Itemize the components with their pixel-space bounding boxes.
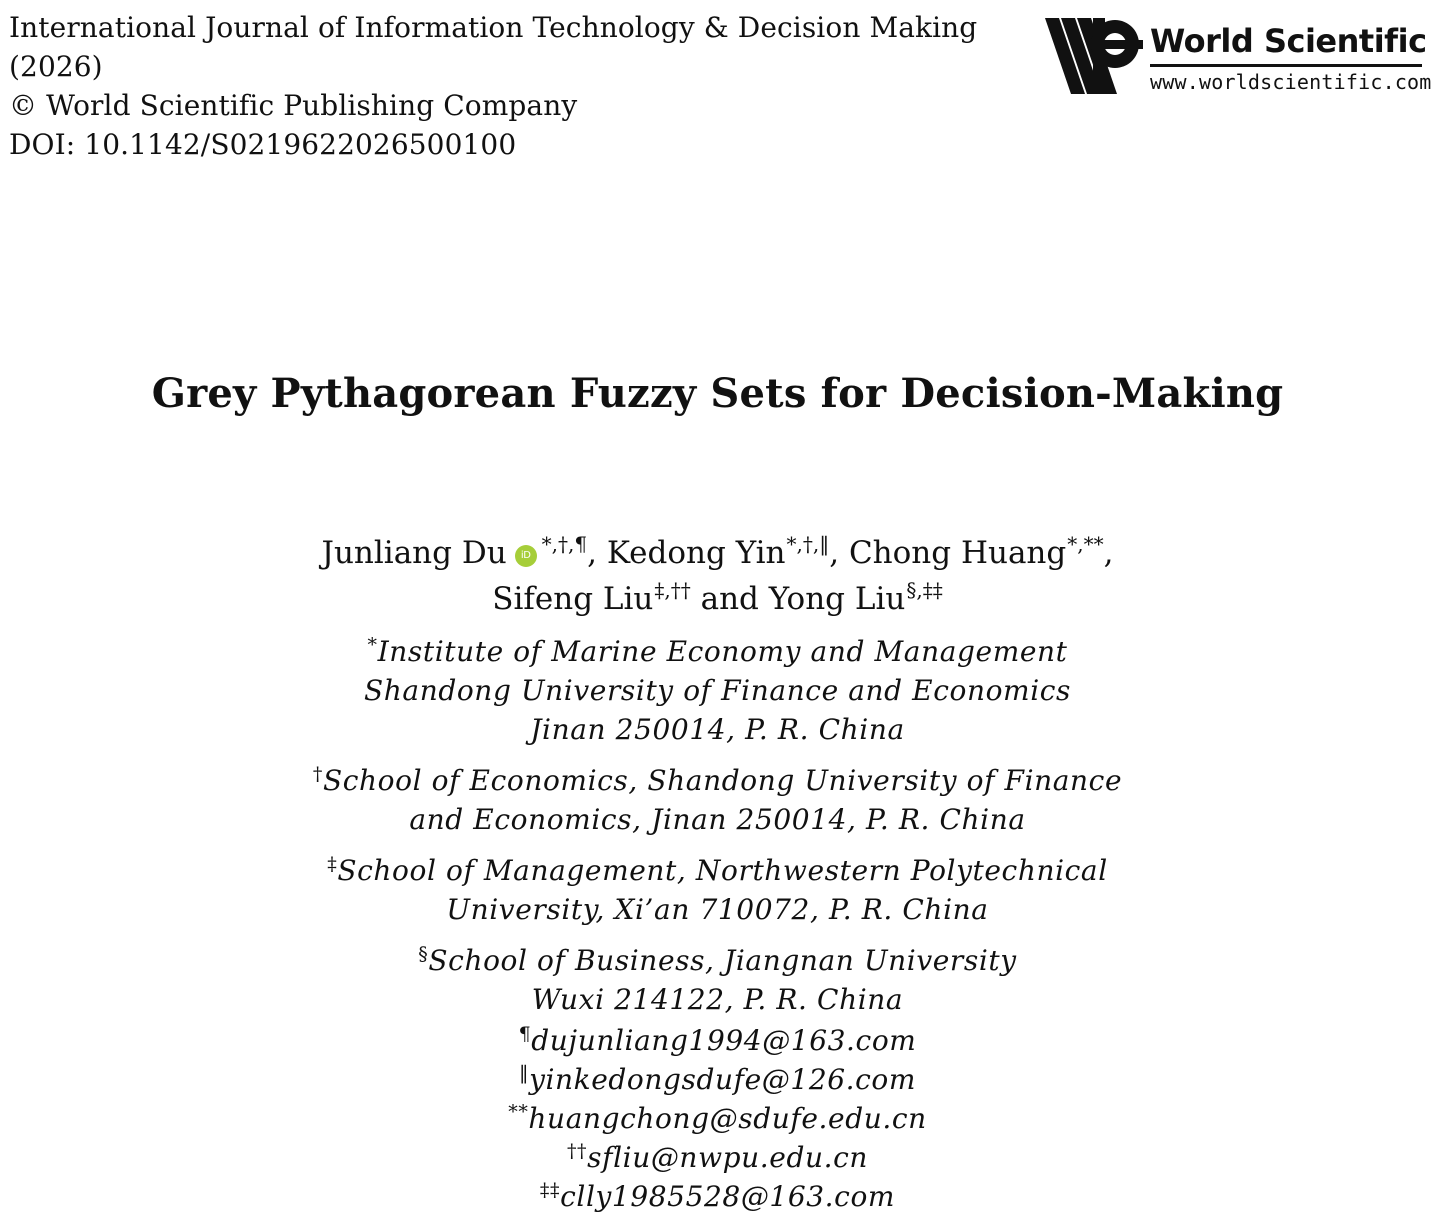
affiliation — [0, 761, 1435, 839]
publisher-name: World Scientific — [1150, 22, 1427, 60]
author-marks: *,†,‖ — [786, 532, 830, 556]
affiliation — [0, 941, 1435, 1019]
email-list — [0, 1021, 1435, 1216]
email-mark: ‡‡ — [539, 1179, 561, 1201]
email-mark: ‖ — [518, 1062, 530, 1084]
author-name: Yong Liu — [768, 581, 906, 617]
affiliation-line: Wuxi 214122, P. R. China — [531, 983, 904, 1016]
author-name: Sifeng Liu — [492, 581, 654, 617]
email-mark: †† — [566, 1140, 588, 1162]
email-address[interactable]: clly1985528@163.com — [560, 1180, 896, 1213]
email-address[interactable]: yinkedongsdufe@126.com — [529, 1063, 917, 1096]
email-entry — [0, 1060, 1435, 1099]
copyright-line: © World Scientific Publishing Company — [9, 89, 578, 122]
email-address[interactable]: huangchong@sdufe.edu.cn — [528, 1102, 927, 1135]
author-marks: *,** — [1067, 532, 1104, 556]
author-connector-and: and — [700, 581, 759, 617]
email-mark: ¶ — [518, 1023, 532, 1045]
affiliation-mark: ‡ — [327, 853, 338, 875]
email-mark: ** — [508, 1101, 529, 1123]
journal-year: (2026) — [9, 50, 103, 83]
email-entry — [0, 1099, 1435, 1138]
author-list — [0, 530, 1435, 622]
email-address[interactable]: sfliu@nwpu.edu.cn — [587, 1141, 869, 1174]
author-line-1: Junliang Du iD *,†,¶, Kedong Yin*,†,‖, Chong Huang*,**, — [321, 532, 1114, 571]
affiliation-mark: * — [367, 634, 378, 656]
affiliation-mark: § — [418, 943, 429, 965]
email-entry — [0, 1021, 1435, 1060]
affiliation — [0, 851, 1435, 929]
affiliation-list — [0, 632, 1435, 1019]
email-entry — [0, 1138, 1435, 1177]
author-name: Chong Huang — [848, 535, 1067, 571]
logo-divider — [1150, 64, 1422, 67]
affiliation-line: School of Business, Jiangnan University — [428, 944, 1017, 977]
author-name: Junliang Du — [321, 535, 507, 571]
ws-logo-mark-icon — [1045, 14, 1143, 98]
email-entry — [0, 1177, 1435, 1216]
affiliation-line: University, Xi’an 710072, P. R. China — [446, 893, 989, 926]
author-line-2 — [0, 576, 1435, 622]
publisher-url: www.worldscientific.com — [1150, 70, 1432, 94]
affiliation-line: Jinan 250014, P. R. China — [530, 713, 905, 746]
affiliation — [0, 632, 1435, 749]
journal-header — [9, 8, 977, 164]
affiliation-line: Shandong University of Finance and Economics — [363, 674, 1072, 707]
author-marks: *,†,¶ — [541, 532, 588, 556]
journal-name: International Journal of Information Technology & Decision Making — [9, 11, 978, 44]
orcid-icon[interactable]: iD — [515, 545, 537, 567]
email-address[interactable]: dujunliang1994@163.com — [531, 1024, 917, 1057]
author-marks: ‡,†† — [654, 578, 691, 602]
affiliation-line: and Economics, Jinan 250014, P. R. China — [409, 803, 1026, 836]
author-name: Kedong Yin — [606, 535, 786, 571]
author-marks: §,‡‡ — [906, 578, 943, 602]
world-scientific-logo — [1045, 14, 1432, 98]
affiliation-line: School of Management, Northwestern Polytechnical — [337, 854, 1108, 887]
doi-line: DOI: 10.1142/S0219622026500100 — [9, 128, 517, 161]
paper-title: Grey Pythagorean Fuzzy Sets for Decision-Making — [151, 370, 1284, 417]
affiliation-line: Institute of Marine Economy and Management — [377, 635, 1068, 668]
affiliation-mark: † — [312, 763, 323, 785]
affiliation-line: School of Economics, Shandong University of Finance — [322, 764, 1123, 797]
